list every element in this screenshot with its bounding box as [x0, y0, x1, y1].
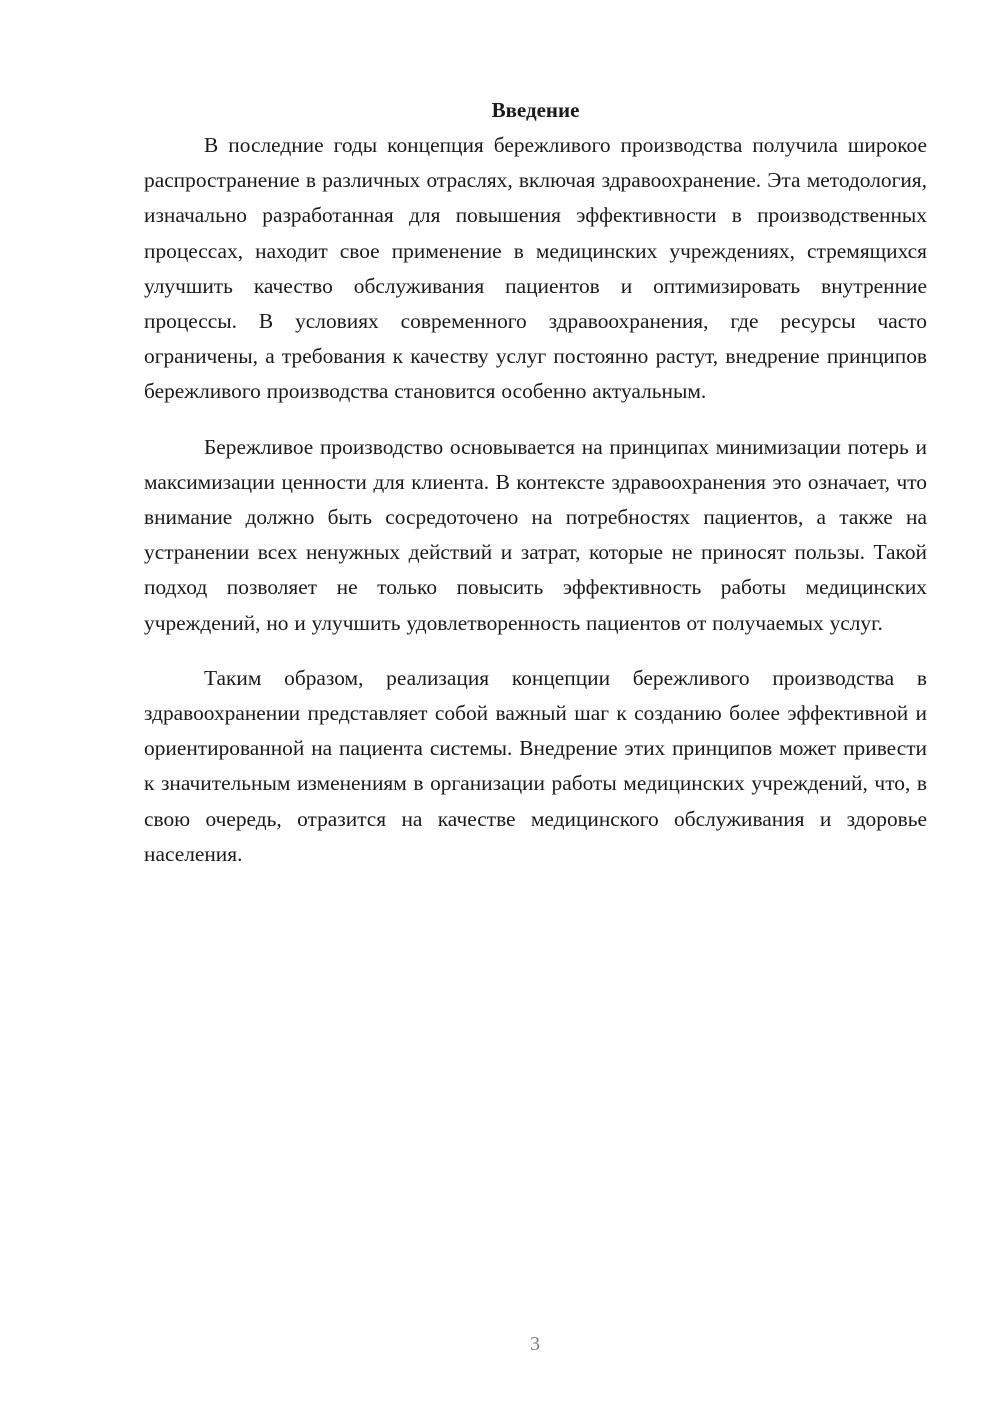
section-title: Введение — [491, 98, 580, 122]
paragraph-2: Бережливое производство основывается на принципах минимизации потерь и максимизации ценности для клиента. В контексте здравоохранения это означает, что внимание должно быть сосредоточено на потребностях пациентов, а также на устранении всех ненужных действий и затрат, которые не приносят пользы. Такой подход позволяет не только повысить эффективность работы медицинских учреждений, но и улучшить удовлетворенность пациентов от получаемых услуг. — [144, 434, 927, 635]
page-content — [144, 93, 927, 872]
paragraph-3: Таким образом, реализация концепции бережливого производства в здравоохранении представляет собой важный шаг к созданию более эффективной и ориентированной на пациента системы. Внедрение этих принципов может привести к значительным изменениям в организации работы медицинских учреждений, что, в свою очередь, отразится на качестве медицинского обслуживания и здоровье населения. — [144, 665, 927, 866]
page-number: 3 — [530, 1333, 540, 1355]
paragraph-1: В последние годы концепция бережливого производства получила широкое распространение в различных отраслях, включая здравоохранение. Эта методология, изначально разработанная для повышения эффективности в производственных процессах, находит свое применение в медицинских учреждениях, стремящихся улучшить качество обслуживания пациентов и оптимизировать внутренние процессы. В условиях современного здравоохранения, где ресурсы часто ограничены, а требования к качеству услуг постоянно растут, внедрение принципов бережливого производства становится особенно актуальным. — [144, 133, 927, 404]
